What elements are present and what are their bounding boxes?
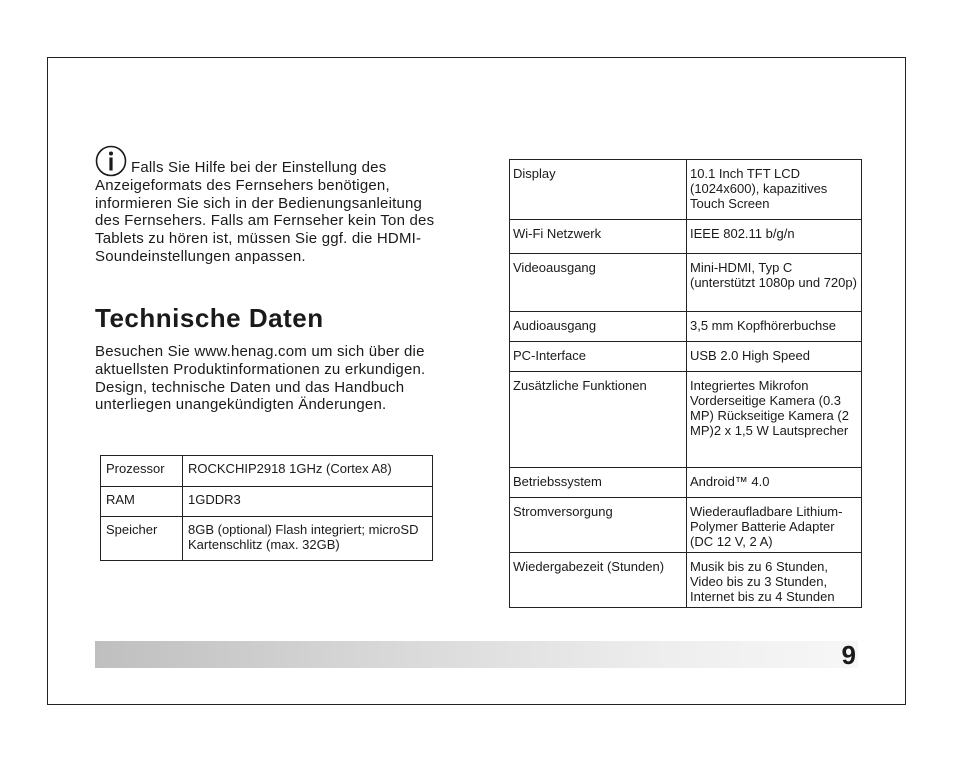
spec-value: IEEE 802.11 b/g/n <box>687 220 862 254</box>
spec-value: Wiederaufladbare Lithium-Polymer Batterie Adapter (DC 12 V, 2 A) <box>687 498 862 553</box>
spec-label: Display <box>510 160 687 220</box>
table-row <box>510 220 862 254</box>
spec-value: Musik bis zu 6 Stunden, Video bis zu 3 Stunden, Internet bis zu 4 Stunden <box>687 553 862 608</box>
spec-label: Wiedergabezeit (Stunden) <box>510 553 687 608</box>
spec-value: 3,5 mm Kopfhörerbuchse <box>687 312 862 342</box>
spec-value: USB 2.0 High Speed <box>687 342 862 372</box>
spec-label: RAM <box>101 487 183 517</box>
spec-label: Zusätzliche Funktionen <box>510 372 687 468</box>
table-row <box>510 372 862 468</box>
spec-value: 1GDDR3 <box>183 487 433 517</box>
spec-label: Betriebssystem <box>510 468 687 498</box>
footer-bar <box>95 641 858 668</box>
info-icon <box>95 145 127 177</box>
table-row <box>510 498 862 553</box>
table-row <box>510 553 862 608</box>
spec-label: Prozessor <box>101 456 183 487</box>
table-row <box>510 342 862 372</box>
intro-paragraph: Besuchen Sie www.henag.com um sich über die aktuellsten Produktinformationen zu erkundigen. Design, technische Daten und das Handbuch unterliegen unangekündigten Änderungen. <box>95 343 426 414</box>
table-row <box>510 254 862 312</box>
spec-value: ROCKCHIP2918 1GHz (Cortex A8) <box>183 456 433 487</box>
spec-value: 8GB (optional) Flash integriert; microSD Kartenschlitz (max. 32GB) <box>183 517 433 561</box>
spec-label: Videoausgang <box>510 254 687 312</box>
table-row <box>510 312 862 342</box>
info-note-text: Falls Sie Hilfe bei der Einstellung des Anzeigeformats des Fernsehers benötigen, informieren Sie sich in der Bedienungsanleitung des Fernsehers. Falls am Fernseher kein Ton des Tablets zu hören ist, müssen Sie ggf. die HDMI-Soundeinstellungen anpassen. <box>95 159 435 265</box>
table-row <box>510 468 862 498</box>
page-number: 9 <box>841 640 856 670</box>
spec-value: Android™ 4.0 <box>687 468 862 498</box>
spec-label: Wi-Fi Netzwerk <box>510 220 687 254</box>
spec-value: 10.1 Inch TFT LCD (1024x600), kapazitives Touch Screen <box>687 160 862 220</box>
spec-value: Integriertes Mikrofon Vorderseitige Kamera (0.3 MP) Rückseitige Kamera (2 MP)2 x 1,5 W Lautsprecher <box>687 372 862 468</box>
spec-label: Speicher <box>101 517 183 561</box>
spec-label: Audioausgang <box>510 312 687 342</box>
spec-value: Mini-HDMI, Typ C (unterstützt 1080p und 720p) <box>687 254 862 312</box>
spec-table-left <box>100 455 433 561</box>
section-heading: Technische Daten <box>95 303 324 333</box>
spec-label: Stromversorgung <box>510 498 687 553</box>
spec-label: PC-Interface <box>510 342 687 372</box>
table-row <box>101 456 433 487</box>
spec-table-right <box>509 159 862 608</box>
info-note <box>95 145 440 266</box>
table-row <box>510 160 862 220</box>
table-row <box>101 517 433 561</box>
table-row <box>101 487 433 517</box>
